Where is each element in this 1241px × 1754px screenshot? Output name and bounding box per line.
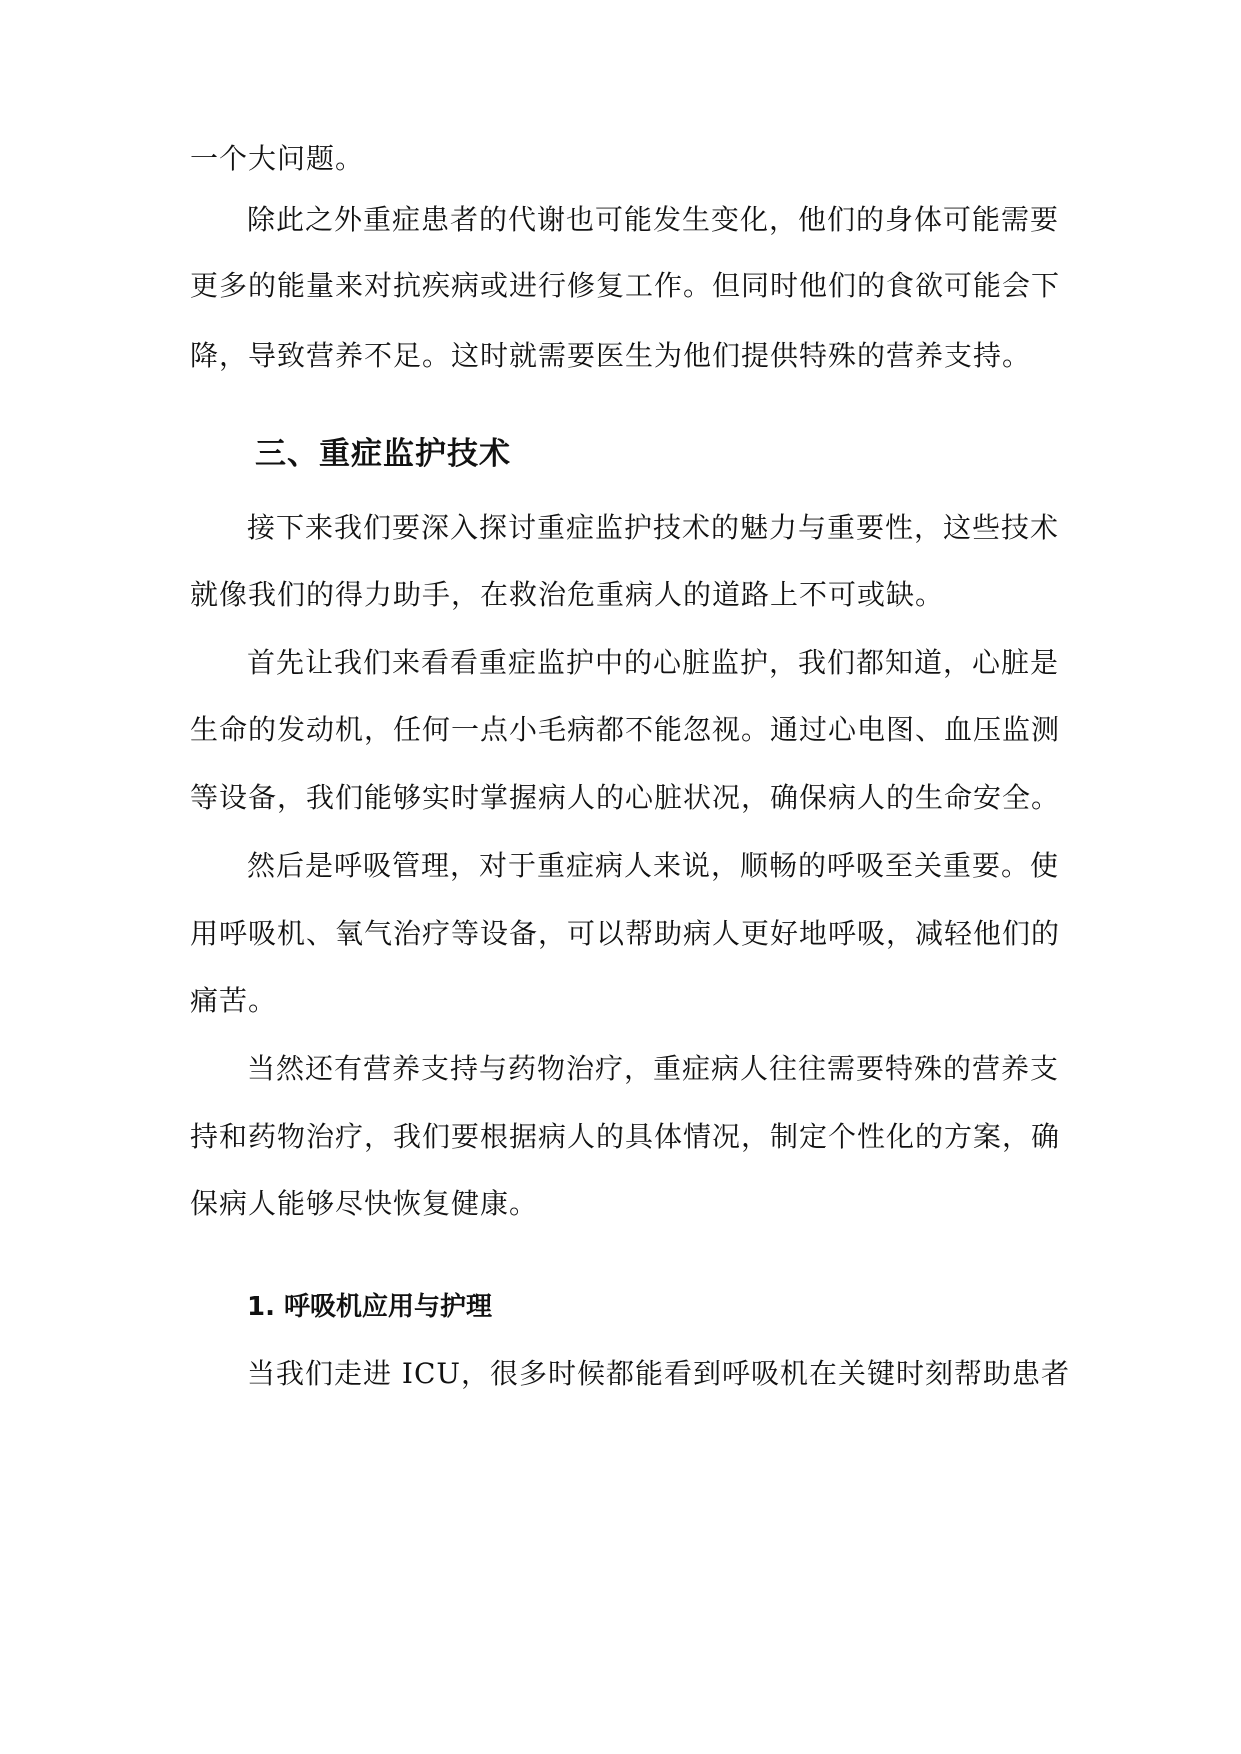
- paragraph-line: 更多的能量来对抗疾病或进行修复工作。但同时他们的食欲可能会下: [190, 269, 1061, 302]
- paragraph-line: 一个大问题。: [190, 142, 365, 175]
- paragraph-line: 当然还有营养支持与药物治疗，重症病人往往需要特殊的营养支: [247, 1052, 1060, 1085]
- section-heading: 三、重症监护技术: [255, 436, 511, 472]
- subsection-heading: 1. 呼吸机应用与护理: [247, 1292, 493, 1322]
- paragraph-line: 生命的发动机，任何一点小毛病都不能忽视。通过心电图、血压监测: [190, 713, 1061, 746]
- paragraph-line: 等设备，我们能够实时掌握病人的心脏状况，确保病人的生命安全。: [190, 781, 1061, 814]
- paragraph-line: 首先让我们来看看重症监护中的心脏监护，我们都知道，心脏是: [247, 646, 1060, 679]
- paragraph-line: 用呼吸机、氧气治疗等设备，可以帮助病人更好地呼吸，减轻他们的: [190, 917, 1061, 950]
- paragraph-line: 就像我们的得力助手，在救治危重病人的道路上不可或缺。: [190, 578, 945, 611]
- paragraph-line: 然后是呼吸管理，对于重症病人来说，顺畅的呼吸至关重要。使: [247, 849, 1060, 882]
- paragraph-line: 除此之外重症患者的代谢也可能发生变化，他们的身体可能需要: [247, 203, 1060, 236]
- paragraph-line: 接下来我们要深入探讨重症监护技术的魅力与重要性，这些技术: [247, 511, 1060, 544]
- paragraph-line: 痛苦。: [190, 984, 278, 1017]
- paragraph-line: 当我们走进 ICU，很多时候都能看到呼吸机在关键时刻帮助患者: [247, 1357, 1070, 1390]
- paragraph-line: 降，导致营养不足。这时就需要医生为他们提供特殊的营养支持。: [190, 339, 1032, 372]
- paragraph-line: 保病人能够尽快恢复健康。: [190, 1187, 539, 1220]
- paragraph-line: 持和药物治疗，我们要根据病人的具体情况，制定个性化的方案，确: [190, 1120, 1061, 1153]
